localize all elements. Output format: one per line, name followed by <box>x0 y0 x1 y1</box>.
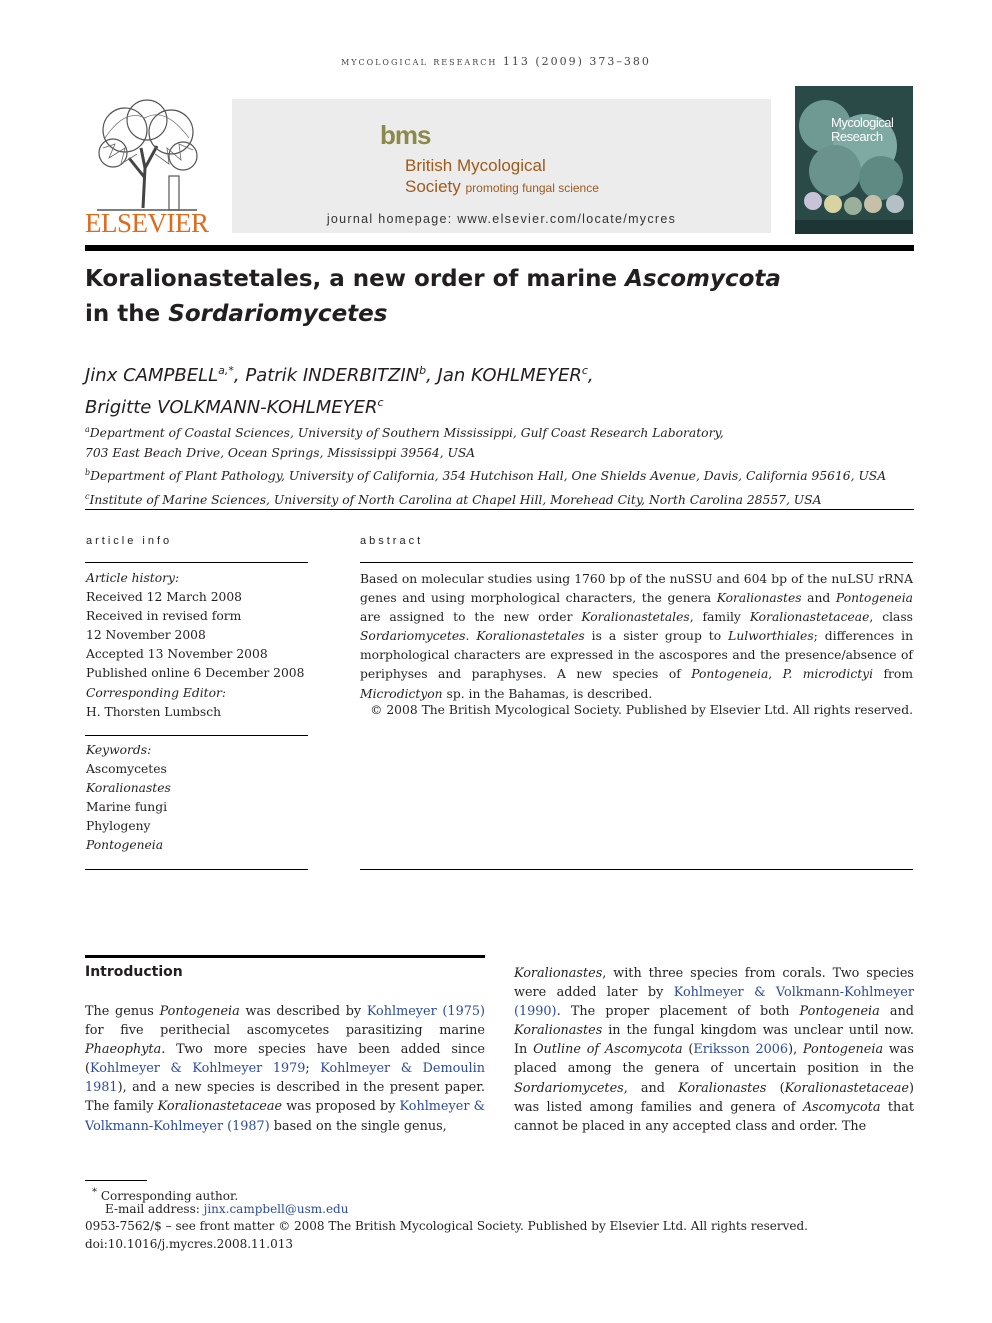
intro-text: was proposed by <box>282 1099 400 1115</box>
abstract-copyright: © 2008 The British Mycological Society. Published by Elsevier Ltd. All rights reserved. <box>370 703 913 717</box>
email-link[interactable]: jinx.campbell@usm.edu <box>203 1202 349 1216</box>
intro-italic: Phaeophyta <box>85 1042 162 1058</box>
abstract-italic: Lulworthiales <box>728 629 814 644</box>
elsevier-wordmark: ELSEVIER <box>85 208 209 238</box>
intro-text: The genus <box>85 1004 160 1019</box>
article-title <box>85 262 914 332</box>
abstract-heading: abstract <box>360 535 424 547</box>
intro-italic: Sordariomycetes <box>514 1080 624 1096</box>
abstract-italic: Pontogeneia <box>835 591 913 606</box>
intro-right-column <box>514 964 914 1136</box>
intro-italic: Pontogeneia <box>799 1004 880 1020</box>
abstract-span: , class <box>869 610 913 625</box>
journal-cover <box>795 86 913 234</box>
keyword: Ascomycetes <box>86 762 167 777</box>
footnote-mark: * <box>92 1187 97 1198</box>
intro-text: ( <box>682 1042 694 1058</box>
footnote-text: Corresponding author. <box>100 1189 239 1203</box>
running-head: mycological research 113 (2009) 373–380 <box>341 55 651 68</box>
abstract-rule <box>360 562 913 563</box>
affiliation-line <box>85 444 914 464</box>
intro-text: ), and a new species is described in the present paper. The family <box>85 1080 485 1115</box>
affiliation-sup: c <box>85 491 90 501</box>
citation-link[interactable]: Kohlmeyer & Volkmann-Kohlmeyer (1990) <box>514 985 915 1020</box>
editor-label: Corresponding Editor: <box>86 685 227 700</box>
keyword: Pontogeneia <box>86 838 164 853</box>
journal-homepage: journal homepage: www.elsevier.com/locate/mycres <box>326 212 677 226</box>
author-list <box>85 357 914 421</box>
intro-text: , and <box>623 1080 679 1096</box>
intro-left-column <box>85 1002 485 1136</box>
article-info-rule <box>85 562 308 563</box>
intro-text: . Two more species have been added since ( <box>85 1042 485 1077</box>
author-name: Patrik INDERBITZIN <box>245 365 420 386</box>
abstract-span: and <box>801 591 836 606</box>
cover-title-line2: Research <box>831 129 883 144</box>
intro-italic: Outline of Ascomycota <box>533 1042 683 1058</box>
society-name-line2 <box>405 177 599 197</box>
keyword: Phylogeny <box>86 819 151 834</box>
intro-text: based on the single genus, <box>269 1118 447 1134</box>
abstract-span: , <box>768 667 783 682</box>
history-item: Received in revised form <box>86 609 242 624</box>
affiliation-text: Department of Coastal Sciences, University of Southern Mississippi, Gulf Coast Research Laboratory, <box>89 426 724 441</box>
affiliation-sup: a <box>85 425 90 434</box>
intro-italic: Koralionastes <box>514 1023 603 1039</box>
email-footnote <box>105 1201 348 1217</box>
affiliation-text: Institute of Marine Sciences, University of North Carolina at Chapel Hill, Morehead City, North Carolina 28557, USA <box>89 492 822 507</box>
intro-text: ; <box>305 1061 321 1077</box>
author-sep: , <box>233 365 246 386</box>
author-sup[interactable]: a,* <box>218 364 234 377</box>
footnote-rule <box>85 1180 147 1181</box>
intro-heading: Introduction <box>85 964 183 980</box>
cover-title <box>831 116 911 144</box>
abstract-span: Based on molecular studies using 1760 bp of the nuSSU and 604 bp of the nuLSU rRNA genes and using morphological characters, the genera <box>360 572 913 606</box>
society-name-line1: British Mycological <box>405 156 546 175</box>
email-label: E-mail address: <box>105 1202 204 1216</box>
intro-text: was described by <box>239 1004 367 1019</box>
affiliation-line <box>85 487 914 511</box>
history-item: Published online 6 December 2008 <box>86 666 305 681</box>
affiliation-rule <box>85 509 914 510</box>
intro-text: in the fungal kingdom was unclear until now. In <box>514 1023 914 1058</box>
author-sup[interactable]: b <box>419 364 427 377</box>
affiliation-text: Department of Plant Pathology, University of California, 354 Hutchison Hall, One Shields Avenue, Davis, California 95616, USA <box>90 469 887 484</box>
abstract-span: is a sister group to <box>584 629 729 644</box>
title-line1 <box>85 262 914 297</box>
elsevier-logo <box>85 98 210 238</box>
author-sup[interactable]: c <box>377 396 384 409</box>
intro-italic: Koralionastes <box>678 1080 767 1096</box>
intro-text: was placed among the genera of uncertain position in the <box>514 1042 915 1077</box>
abstract-italic: Koralionastes <box>716 591 802 606</box>
title-italic1: Ascomycota <box>625 266 781 292</box>
affiliations <box>85 420 914 510</box>
affiliation-line <box>85 463 914 487</box>
intro-italic: Pontogeneia <box>159 1004 240 1019</box>
author-sup[interactable]: c <box>581 364 588 377</box>
intro-italic: Pontogeneia <box>802 1042 884 1058</box>
citation-link[interactable]: Kohlmeyer & Demoulin 1981 <box>85 1061 485 1096</box>
abstract-span: from <box>873 667 914 682</box>
society-tagline: promoting fungal science <box>465 181 599 195</box>
author-name: Jan KOHLMEYER <box>437 365 582 386</box>
article-info-heading: article info <box>86 535 173 547</box>
affiliation-line <box>85 420 914 444</box>
abstract-text <box>360 570 913 704</box>
intro-text: ), <box>788 1042 803 1058</box>
title-text2: in the <box>85 301 169 327</box>
intro-text: for five perithecial ascomycetes parasitizing marine <box>85 1023 485 1039</box>
affiliation-sup: b <box>85 468 91 478</box>
history-item: 12 November 2008 <box>86 628 206 643</box>
affiliation-text: 703 East Beach Drive, Ocean Springs, Mississippi 39564, USA <box>85 445 476 460</box>
title-line2 <box>85 297 914 332</box>
citation-link[interactable]: Kohlmeyer & Kohlmeyer 1979 <box>90 1061 306 1077</box>
abstract-span: are assigned to the new order <box>360 610 582 625</box>
abstract-span: , family <box>689 610 750 625</box>
abstract-span: sp. in the Bahamas, is described. <box>442 686 653 701</box>
title-italic2: Sordariomycetes <box>168 301 388 327</box>
keyword: Marine fungi <box>86 800 168 815</box>
editor-name: H. Thorsten Lumbsch <box>86 704 222 719</box>
author-line1 <box>85 357 914 389</box>
abstract-italic: Koralionastetales <box>476 629 585 644</box>
abstract-span: . <box>465 629 477 644</box>
keyword: Koralionastes <box>86 781 171 796</box>
history-item: Accepted 13 November 2008 <box>86 647 268 662</box>
author-sep: , <box>587 365 594 386</box>
intro-italic: Ascomycota <box>802 1099 881 1115</box>
cover-fungus-image-icon <box>795 86 913 234</box>
intro-text: ( <box>766 1080 785 1096</box>
intro-italic: Koralionastetaceae <box>784 1080 909 1096</box>
intro-italic: Koralionastes <box>514 966 603 981</box>
intro-rule <box>85 955 485 958</box>
cover-title-line1: Mycological <box>831 115 894 130</box>
abstract-italic: Koralionastetales <box>581 610 690 625</box>
intro-text: ) was listed among families and genera of <box>514 1080 914 1115</box>
intro-text: . The proper placement of both <box>556 1004 800 1020</box>
info-bottom-rule <box>85 869 308 870</box>
author-name: Jinx CAMPBELL <box>85 365 219 386</box>
header-rule <box>85 245 914 251</box>
issn-line: 0953-7562/$ – see front matter © 2008 The British Mycological Society. Published by Elsevier Ltd. All rights reserved. <box>85 1219 808 1233</box>
title-text1: Koralionastetales, a new order of marine <box>85 266 626 292</box>
citation-link[interactable]: Eriksson 2006 <box>693 1042 789 1058</box>
author-sep: , <box>426 365 438 386</box>
article-history <box>86 569 308 722</box>
abstract-italic: P. microdictyi <box>782 667 874 682</box>
keywords-label: Keywords: <box>86 743 152 757</box>
doi-line[interactable]: doi:10.1016/j.mycres.2008.11.013 <box>85 1237 294 1251</box>
society-name-line2-text: Society <box>405 177 461 196</box>
intro-italic: Koralionastetaceae <box>157 1099 283 1115</box>
keywords <box>86 741 308 856</box>
history-label: Article history: <box>86 571 180 585</box>
citation-link[interactable]: Kohlmeyer (1975) <box>366 1004 485 1019</box>
bms-logo-mark: bms <box>380 120 431 150</box>
abstract-italic: Koralionastetaceae <box>749 610 870 625</box>
author-name: Brigitte VOLKMANN-KOHLMEYER <box>85 397 378 418</box>
intro-text: that cannot be placed in any accepted class and order. The <box>514 1099 914 1134</box>
citation-link[interactable]: Kohlmeyer & Volkmann-Kohlmeyer (1987) <box>85 1099 485 1134</box>
abstract-span: ; differences in morphological characters are expressed in the ascospores and the presence/absence of periphyses and paraphyses. A new species of <box>360 629 913 682</box>
intro-text: and <box>879 1004 914 1020</box>
abstract-bottom-rule <box>360 869 913 870</box>
author-line2 <box>85 389 914 421</box>
history-item: Received 12 March 2008 <box>86 590 243 605</box>
abstract-italic: Pontogeneia <box>691 667 769 682</box>
intro-text: , with three species from corals. Two species were added later by <box>514 966 914 1001</box>
keywords-rule <box>85 735 308 736</box>
abstract-italic: Sordariomycetes <box>360 629 466 644</box>
abstract-italic: Microdictyon <box>360 686 443 701</box>
